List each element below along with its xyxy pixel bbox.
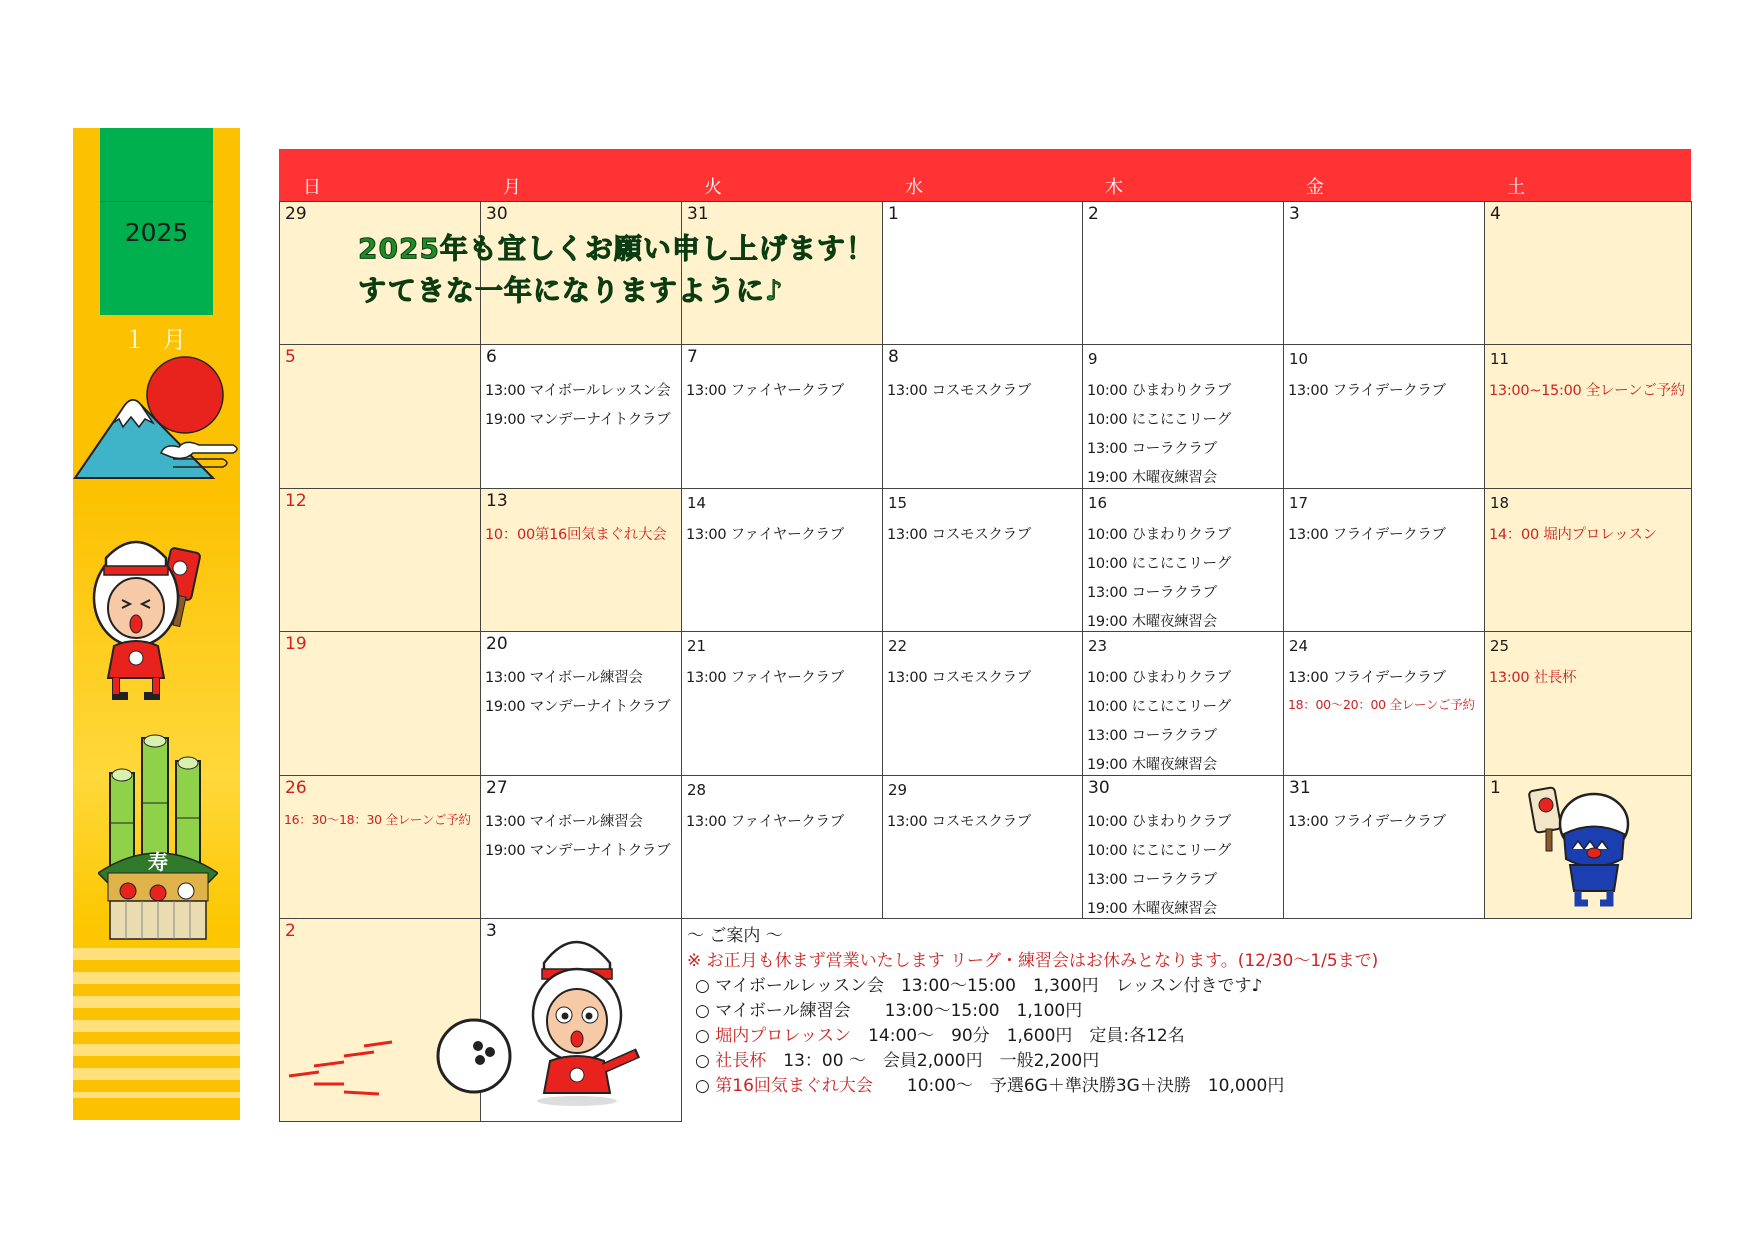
calendar-event: 10:00 にこにこリーグ — [1087, 843, 1231, 859]
day-number: 15 — [888, 494, 908, 512]
notice-item — [695, 1071, 1284, 1096]
day-number: 22 — [888, 637, 908, 655]
calendar-day-cell — [480, 488, 682, 632]
notice-item — [695, 1021, 1185, 1046]
calendar-event: 13:00 マイボールレッスン会 — [485, 383, 671, 399]
calendar-event: 13:00 ファイヤークラブ — [686, 527, 844, 543]
day-number: 9 — [1088, 350, 1098, 368]
calendar-event: 16：30～18：30 全レーンご予約 — [284, 812, 471, 827]
weekday-header — [279, 149, 1691, 201]
weekday-thu: 木 — [1105, 177, 1123, 198]
calendar-day-cell — [1082, 201, 1284, 345]
notice-item — [695, 971, 1262, 996]
year-label: 2025 — [124, 218, 189, 247]
calendar-event: 10:00 にこにこリーグ — [1087, 556, 1231, 572]
calendar-day-cell — [1283, 488, 1485, 632]
item-name: 堀内プロレッスン — [715, 1026, 852, 1046]
calendar-event: 13:00 フライデークラブ — [1288, 670, 1446, 686]
calendar-event: 13:00 ファイヤークラブ — [686, 383, 844, 399]
calendar-event: 19:00 木曜夜練習会 — [1087, 757, 1217, 773]
calendar-event: 13:00 コスモスクラブ — [887, 527, 1031, 543]
sidebar-strip — [73, 128, 240, 1120]
calendar-event: 13:00~15:00 全レーンご予約 — [1489, 383, 1685, 399]
calendar-event: 13:00 コーラクラブ — [1087, 872, 1217, 888]
day-number: 12 — [285, 491, 307, 511]
calendar-event: 19:00 マンデーナイトクラブ — [485, 412, 671, 428]
calendar-event: 18：00～20：00 全レーンご予約 — [1288, 697, 1475, 712]
day-number: 26 — [285, 778, 307, 798]
calendar-event: 13:00 マイボール練習会 — [485, 814, 643, 830]
calendar-day-cell — [882, 201, 1083, 345]
weekday-sun: 日 — [303, 177, 321, 198]
day-number: 7 — [687, 347, 698, 367]
calendar-day-cell — [1484, 201, 1692, 345]
day-number: 4 — [1490, 204, 1501, 224]
calendar-event: 10:00 ひまわりクラブ — [1087, 670, 1231, 686]
bullet: ○ — [695, 1026, 710, 1046]
speed-lines-icon — [284, 1036, 394, 1096]
calendar-day-cell — [480, 631, 682, 776]
calendar-event: 13:00 社長杯 — [1489, 670, 1577, 686]
mascot-blue-paddle-icon — [1524, 779, 1634, 909]
bullet: ○ — [695, 1076, 710, 1096]
calendar-day-cell — [681, 631, 883, 776]
weekday-tue: 火 — [704, 177, 722, 198]
calendar-event: 13:00 ファイヤークラブ — [686, 814, 844, 830]
calendar-event: 13:00 コーラクラブ — [1087, 728, 1217, 744]
bullet: ○ — [695, 1051, 710, 1071]
calendar-day-cell — [1484, 631, 1692, 776]
notice-holiday: ※ お正月も休まず営業いたします リーグ・練習会はお休みとなります。(12/30～1/5まで) — [687, 951, 1379, 971]
calendar-event: 10:00 にこにこリーグ — [1087, 699, 1231, 715]
day-number: 1 — [1490, 778, 1501, 798]
bullet: ○ — [695, 976, 710, 996]
day-number: 25 — [1490, 637, 1510, 655]
kotobuki-label: 寿 — [148, 850, 168, 874]
item-detail: 13:00～15:00 1,100円 — [850, 1001, 1083, 1021]
day-number: 8 — [888, 347, 899, 367]
kadomatsu-icon — [98, 733, 218, 943]
day-number: 24 — [1289, 637, 1309, 655]
calendar-event: 19:00 木曜夜練習会 — [1087, 614, 1217, 630]
day-number: 23 — [1088, 637, 1108, 655]
item-name: マイボール練習会 — [715, 1001, 851, 1021]
calendar-event: 19:00 マンデーナイトクラブ — [485, 843, 671, 859]
day-number: 5 — [285, 347, 296, 367]
item-name: 第16回気まぐれ大会 — [715, 1076, 873, 1096]
day-number: 11 — [1490, 350, 1510, 368]
mascot-bowling-icon — [514, 923, 654, 1108]
calendar-event: 19:00 木曜夜練習会 — [1087, 901, 1217, 917]
day-number: 21 — [687, 637, 707, 655]
year-panel — [100, 128, 213, 315]
day-number: 28 — [687, 781, 707, 799]
calendar-event: 10：00第16回気まぐれ大会 — [485, 527, 667, 543]
item-name: マイボールレッスン会 — [715, 976, 884, 996]
calendar-day-cell — [1484, 344, 1692, 489]
calendar-day-cell — [480, 344, 682, 489]
calendar-day-cell — [1283, 201, 1485, 345]
calendar-day-cell — [279, 631, 481, 776]
calendar-day-cell — [882, 775, 1083, 919]
weekday-fri: 金 — [1306, 177, 1324, 198]
day-number: 18 — [1490, 494, 1510, 512]
day-number: 16 — [1088, 494, 1108, 512]
calendar-event: 14：00 堀内プロレッスン — [1489, 527, 1657, 543]
month-label: １ 月 — [122, 326, 191, 354]
item-detail: 14:00～ 90分 1,600円 定員:各12名 — [851, 1026, 1185, 1046]
bullet: ○ — [695, 1001, 710, 1021]
calendar-day-cell — [279, 488, 481, 632]
calendar-day-cell — [1283, 344, 1485, 489]
mascot-paddle-icon — [88, 528, 208, 703]
calendar-event: 19:00 木曜夜練習会 — [1087, 470, 1217, 486]
day-number: 29 — [888, 781, 908, 799]
calendar-day-cell — [1283, 631, 1485, 776]
bowling-ball-icon — [434, 1016, 514, 1096]
item-detail: 13：00 ～ 会員2,000円 一般2,200円 — [766, 1051, 1100, 1071]
calendar-event: 10:00 ひまわりクラブ — [1087, 814, 1231, 830]
weekday-sat: 土 — [1507, 177, 1525, 198]
day-number: 29 — [285, 204, 307, 224]
day-number: 13 — [486, 491, 508, 511]
calendar-day-cell — [1082, 775, 1284, 919]
calendar-event: 13:00 コスモスクラブ — [887, 670, 1031, 686]
item-detail: 13:00～15:00 1,300円 レッスン付きです♪ — [883, 976, 1263, 996]
weekday-wed: 水 — [905, 177, 923, 198]
calendar-day-cell — [1082, 344, 1284, 489]
calendar-event: 13:00 コーラクラブ — [1087, 585, 1217, 601]
calendar-day-cell — [279, 344, 481, 489]
calendar-event: 10:00 にこにこリーグ — [1087, 412, 1231, 428]
weekday-mon: 月 — [503, 177, 521, 198]
calendar-event: 13:00 コスモスクラブ — [887, 383, 1031, 399]
item-name: 社長杯 — [715, 1051, 767, 1071]
calendar-event: 13:00 フライデークラブ — [1288, 527, 1446, 543]
item-detail: 10:00～ 予選6G＋準決勝3G＋決勝 10,000円 — [872, 1076, 1285, 1096]
stripe-band — [73, 948, 240, 1098]
day-number: 17 — [1289, 494, 1309, 512]
day-number: 27 — [486, 778, 508, 798]
calendar-event: 19:00 マンデーナイトクラブ — [485, 699, 671, 715]
mount-fuji-icon — [73, 353, 240, 483]
calendar-day-cell — [279, 775, 481, 919]
calendar-day-cell — [681, 775, 883, 919]
day-number: 6 — [486, 347, 497, 367]
calendar-event: 13:00 フライデークラブ — [1288, 814, 1446, 830]
calendar-day-cell — [480, 775, 682, 919]
day-number: 19 — [285, 634, 307, 654]
calendar-day-cell — [681, 488, 883, 632]
notice-item — [695, 1046, 1099, 1071]
day-number: 10 — [1289, 350, 1309, 368]
day-number: 1 — [888, 204, 899, 224]
day-number: 30 — [486, 204, 508, 224]
notice-title: ～ ご案内 ～ — [687, 926, 783, 946]
greeting-line-1: 2025年も宜しくお願い申し上げます！ — [358, 232, 875, 265]
new-year-greeting — [358, 228, 875, 312]
calendar-event: 10:00 ひまわりクラブ — [1087, 383, 1231, 399]
calendar-event: 13:00 ファイヤークラブ — [686, 670, 844, 686]
calendar-day-cell — [681, 344, 883, 489]
calendar-day-cell — [1283, 775, 1485, 919]
calendar-day-cell — [882, 631, 1083, 776]
calendar-event: 13:00 コーラクラブ — [1087, 441, 1217, 457]
calendar-day-cell — [1082, 488, 1284, 632]
day-number: 31 — [687, 204, 709, 224]
day-number: 3 — [1289, 204, 1300, 224]
day-number: 14 — [687, 494, 707, 512]
day-number: 31 — [1289, 778, 1311, 798]
day-number: 3 — [486, 921, 497, 941]
day-number: 2 — [1088, 204, 1099, 224]
day-number: 30 — [1088, 778, 1110, 798]
calendar-day-cell — [882, 488, 1083, 632]
calendar-event: 13:00 マイボール練習会 — [485, 670, 643, 686]
calendar-day-cell — [882, 344, 1083, 489]
calendar-event: 13:00 コスモスクラブ — [887, 814, 1031, 830]
day-number: 2 — [285, 921, 296, 941]
calendar-event: 10:00 ひまわりクラブ — [1087, 527, 1231, 543]
calendar-day-cell — [1484, 488, 1692, 632]
greeting-line-2: すてきな一年になりますように♪ — [358, 274, 784, 307]
calendar-day-cell — [1082, 631, 1284, 776]
year-panel-divider — [100, 201, 213, 202]
notice-item — [695, 996, 1082, 1021]
calendar-event: 13:00 フライデークラブ — [1288, 383, 1446, 399]
day-number: 20 — [486, 634, 508, 654]
notice-box — [683, 920, 1691, 1121]
